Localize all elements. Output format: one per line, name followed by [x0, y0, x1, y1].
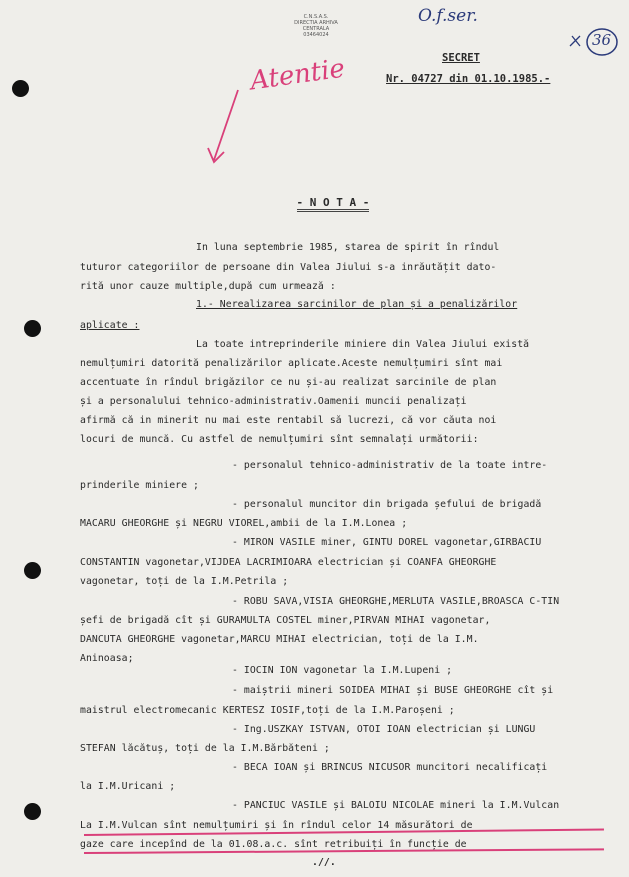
text-line: DANCUTA GHEORGHE vagonetar,MARCU MIHAI electrician, toți de la I.M.	[80, 634, 479, 645]
text-line: maistrul electromecanic KERTESZ IOSIF,toți de la I.M.Paroșeni ;	[80, 705, 455, 716]
list-item: - maiștrii mineri SOIDEA MIHAI și BUSE GHEORGHE cît și	[232, 685, 554, 696]
list-item: - ROBU SAVA,VISIA GHEORGHE,MERLUTA VASILE,BROASCA C-TIN	[232, 596, 560, 607]
text-line: afirmă că in minerit nu mai este rentabil să lucrezi, că vor căuta noi	[80, 415, 497, 426]
text-line: șefi de brigadă cît și GURAMULTA COSTEL miner,PIRVAN MIHAI vagonetar,	[80, 615, 491, 626]
text-line: și a personalului tehnico-administrativ.Oamenii muncii penalizați	[80, 396, 467, 407]
text-line: la I.M.Uricani ;	[80, 781, 176, 792]
list-item: - personalul muncitor din brigada șefului de brigadă	[232, 499, 542, 510]
page-number: 36	[592, 31, 612, 49]
text-line: locuri de muncă. Cu astfel de nemulțumiri sînt semnalați următorii:	[80, 434, 479, 445]
text-line: La I.M.Vulcan sînt nemulțumiri și în rîndul celor 14 măsurători de	[80, 820, 473, 831]
text-line: Aninoasa;	[80, 653, 134, 664]
text-line: prinderile miniere ;	[80, 480, 199, 491]
text-line: accentuate în rîndul brigăzilor ce nu și-au realizat sarcinile de plan	[80, 377, 497, 388]
document-title: - N O T A -	[270, 183, 369, 222]
punch-hole	[24, 803, 41, 820]
text-line: CONSTANTIN vagonetar,VIJDEA LACRIMIOARA electrician și COANFA GHEORGHE	[80, 557, 497, 568]
text-line: tuturor categoriilor de persoane din Valea Jiului s-a inrăutățit dato-	[80, 262, 497, 273]
list-item: - BECA IOAN și BRINCUS NICUSOR muncitori necalificați	[232, 762, 548, 773]
handwritten-attention: Atentie	[248, 53, 347, 97]
text-line: In luna septembrie 1985, starea de spirit în rîndul	[196, 242, 500, 253]
text-line: gaze care incepînd de la 01.08.a.c. sînt retribuiți în funcție de	[80, 839, 467, 850]
text-line: MACARU GHEORGHE și NEGRU VIOREL,ambii de la I.M.Lonea ;	[80, 518, 408, 529]
text-line: STEFAN lăcătuș, toți de la I.M.Bărbăteni ;	[80, 743, 330, 754]
punch-hole	[24, 320, 41, 337]
list-item: - Ing.USZKAY ISTVAN, OTOI IOAN electrician și LUNGU	[232, 724, 536, 735]
page-footer: .//.	[312, 857, 336, 868]
list-item: - PANCIUC VASILE și BALOIU NICOLAE mineri la I.M.Vulcan	[232, 800, 560, 811]
text-line: La toate intreprinderile miniere din Valea Jiului există	[196, 339, 530, 350]
text-line: vagonetar, toți de la I.M.Petrila ;	[80, 576, 289, 587]
document-number: Nr. 04727 din 01.10.1985.-	[386, 73, 551, 85]
list-item: - personalul tehnico-administrativ de la toate intre-	[232, 460, 548, 471]
list-item: - IOCIN ION vagonetar la I.M.Lupeni ;	[232, 665, 453, 676]
section-heading: aplicate :	[80, 320, 140, 331]
text-line: nemulțumiri datorită penalizărilor aplicate.Aceste nemulțumiri sînt mai	[80, 358, 503, 369]
arrow-icon	[200, 88, 250, 168]
archive-stamp: C.N.S.A.S. DIRECTIA ARHIVA CENTRALA 03464024	[294, 14, 338, 38]
punch-hole	[12, 80, 29, 97]
list-item: - MIRON VASILE miner, GINTU DOREL vagonetar,GIRBACIU	[232, 537, 542, 548]
classification-label: SECRET	[442, 52, 480, 64]
handwritten-note: O.f.ser.	[418, 6, 478, 26]
text-line: rită unor cauze multiple,după cum urmează :	[80, 281, 336, 292]
section-heading: 1.- Nerealizarea sarcinilor de plan și a penalizărilor	[196, 299, 518, 310]
punch-hole	[24, 562, 41, 579]
